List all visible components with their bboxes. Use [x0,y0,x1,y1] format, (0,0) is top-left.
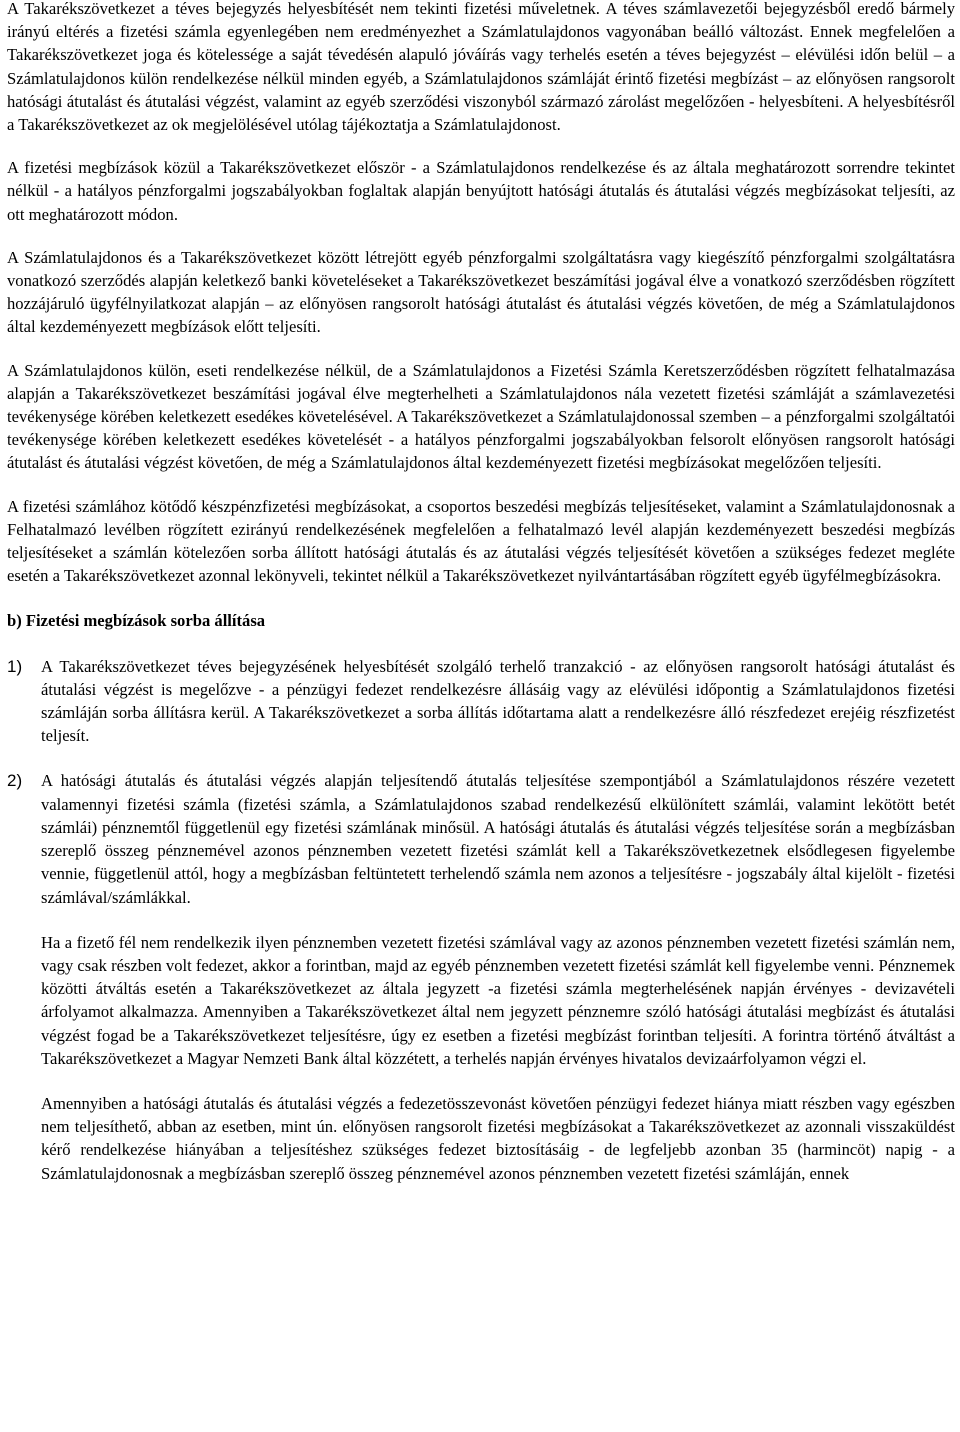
paragraph-bank-claims-offset: A Számlatulajdonos és a Takarékszövetkezet között létrejött egyéb pénzforgalmi szolgáltatásra vagy kiegészítő pénzforgalmi szolgáltatásra vonatkozó szerződés alapján keletkező banki követeléseket a Takarékszövetkezet beszámítási jogával élve a vonatkozó szerződésben rögzített hozzájáruló ügyfélnyilatkozat alapján – az előnyösen rangsorolt hatósági átutalást és átutalási végzés követően, de még a Számlatulajdonos által kezdeményezett megbízások előtt teljesíti. [7,247,955,337]
paragraph-account-debit-authorization: A Számlatulajdonos külön, eseti rendelkezése nélkül, de a Számlatulajdonos a Fizetési Számla Keretszerződésben rögzített felhatalmazása alapján a Takarékszövetkezet beszámítási jogával élve megterhelheti a Számlatulajdonos nála vezetett fizetési számláját a számlavezetési tevékenysége körében keletkezett esedékes követelésével. A Takarékszövetkezet a Számlatulajdonossal szemben – a pénzforgalmi szolgáltatói tevékenysége körében keletkezett esedékes követelését - a hatályos pénzforgalmi jogszabályokban felsorolt előnyösen rangsorolt hatósági átutalást és átutalási végzést követően, de még a Számlatulajdonos által kezdeményezett fizetési megbízásokat megelőzően teljesíti. [7,360,955,473]
item-number: 2) [7,771,23,791]
paragraph-cash-payment-orders: A fizetési számlához kötődő készpénzfizetési megbízásokat, a csoportos beszedési megbízás teljesítéseket, valamint a Számlatulajdonosnak a Felhatalmazó levélben rögzített ezirányú rendelkezésének megfelelően a felhatalmazó levél alapján kezdeményezett beszedési megbízás teljesítéseket a számlán kötelezően sorba állított hatósági átutalás és az átutalási végzés teljesítését követően a szükséges fedezet megléte esetén a Takarékszövetkezet azonnal lekönyveli, tekintet nélkül a Takarékszövetkezet nyilvántartásában rögzített egyéb ügyfélmegbízásokra. [7,496,955,586]
paragraph-official-transfer-priority: A fizetési megbízások közül a Takarékszövetkezet először - a Számlatulajdonos rendelkezése és az általa meghatározott sorrendre tekintet nélkül - a hatályos pénzforgalmi jogszabályokban foglaltak alapján benyújtott hatósági átutalás és átutalási végzés megbízásokat teljesíti, az ott meghatározott módon. [7,158,955,224]
item-text: A Takarékszövetkezet téves bejegyzésének helyesbítését szolgáló terhelő tranzakció - az előnyösen rangsorolt hatósági átutalást és átutalási végzést is megelőzve - a pénzügyi fedezet rendelkezésre állásáig vagy az elévülési időpontig a Számlatulajdonos fizetési számláján sorba állításra kerül. A Takarékszövetkezet a sorba állítás időtartama alatt a rendelkezésre álló részfedezet erejéig részfizetést teljesít. [41,656,955,746]
paragraph-erroneous-entry-correction: A Takarékszövetkezet a téves bejegyzés helyesbítését nem tekinti fizetési műveletnek. A téves számlavezetői bejegyzésből eredő bármely irányú eltérés a fizetési számla egyenlegében nem eredményezhet a Számlatulajdonos vagyonában beálló változást. Ennek megfelelően a Takarékszövetkezet joga és kötelessége a saját tévedésén alapuló jóváírás vagy terhelés esetén a téves bejegyzést – elévülési időn belül – a Számlatulajdonos külön rendelkezése nélkül minden egyéb, a Számlatulajdonos számláját érintő fizetési megbízást – az előnyösen rangsorolt hatósági átutalást és átutalási végzést, valamint az egyéb szerződési viszonyból származó zárolást megelőzően - helyesbíteni. A helyesbítésről a Takarékszövetkezet az ok megjelölésével utólag tájékoztatja a Számlatulajdonost. [7,0,955,135]
section-heading: b) Fizetési megbízások sorba állítása [7,611,266,631]
indented-paragraph-text: Amennyiben a hatósági átutalás és átutalási végzés a fedezetösszevonást követően pénzügyi fedezet hiánya miatt részben vagy egészben nem teljesíthető, abban az esetben, mint ún. előnyösen rangsorolt fizetési megbízásokat a Takarékszövetkezet az azonnali visszaküldést kérő rendelkezése hiányában a teljesítéshez szükséges fedezet biztosításáig - de legfeljebb azonban 35 (harmincöt) napig - a Számlatulajdonosnak a megbízásban szereplő összeg pénznemével azonos pénznemben vezetett fizetési számláján, ennek [41,1093,955,1183]
indented-paragraph-insufficient-funds [7,1092,955,1185]
numbered-item-1 [7,655,955,748]
document-page [7,0,955,1185]
indented-paragraph-currency [7,931,955,1070]
numbered-item-2 [7,769,955,908]
item-text: A hatósági átutalás és átutalási végzés alapján teljesítendő átutalás teljesítése szempontjából a Számlatulajdonos részére vezetett valamennyi fizetési számla (fizetési számla, a Számlatulajdonos szabad rendelkezésű elkülönített számlái, valamint lekötött betét számlái) pénznemtől függetlenül egy fizetési számlának minősül. A hatósági átutalás és átutalási végzés teljesítése során a megbízásban szereplő összeg pénznemével azonos pénznemben vezetett fizetési számlát kell a Takarékszövetkezetnek elsődlegesen figyelembe vennie, függetlenül attól, hogy a megbízásban feltüntetett terhelendő számla nem azonos a teljesítésre - jogszabály által kijelölt - fizetési számlával/számlákkal. [41,771,955,907]
item-number: 1) [7,656,23,676]
indented-paragraph-text: Ha a fizető fél nem rendelkezik ilyen pénznemben vezetett fizetési számlával vagy az azonos pénznemben vezetett fizetési számlán nem, vagy csak részben volt fedezet, akkor a forintban, majd az egyéb pénznemben vezetett fizetési számlát kell figyelembe venni. Pénznemek közötti átváltás esetén a Takarékszövetkezet az általa jegyzett -a fizetési számla megterhelésének napján érvényes - devizavételi árfolyamot alkalmazza. Amennyiben a Takarékszövetkezet által nem jegyzett pénznemre szóló hatósági átutalási megbízást és átutalási végzést fogad be a Takarékszövetkezet teljesítésre, úgy ez esetben a fizetési megbízást forintban teljesíti. A forintra történő átváltást a Takarékszövetkezet a Magyar Nemzeti Bank által közzétett, a terhelés napján érvényes hivatalos devizaárfolyamon végzi el. [41,932,955,1068]
